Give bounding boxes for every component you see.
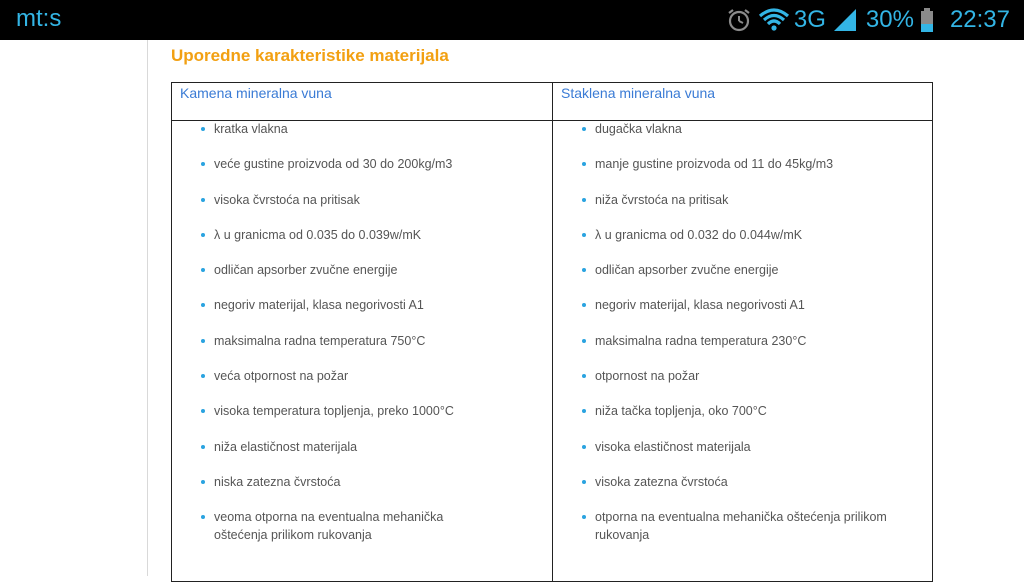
list-item: niža čvrstoća na pritisak	[582, 191, 922, 209]
list-item: λ u granicma od 0.032 do 0.044w/mK	[582, 226, 922, 244]
list-item: visoka čvrstoća na pritisak	[201, 191, 541, 209]
list-item: veća otpornost na požar	[201, 367, 541, 385]
column-divider	[552, 83, 553, 581]
left-column-list	[201, 120, 541, 562]
battery-percent: 30%	[865, 6, 914, 33]
right-column-header: Staklena mineralna vuna	[561, 85, 716, 101]
list-item: odličan apsorber zvučne energije	[201, 261, 541, 279]
alarm-icon	[726, 7, 752, 33]
list-item: otpornost na požar	[582, 367, 922, 385]
clock: 22:37	[949, 6, 1010, 33]
list-item: visoka temperatura topljenja, preko 1000°C	[201, 402, 541, 420]
list-item: negoriv materijal, klasa negorivosti A1	[201, 296, 541, 314]
list-item: niža elastičnost materijala	[201, 438, 541, 456]
status-icons	[726, 4, 1010, 36]
list-item: manje gustine proizvoda od 11 do 45kg/m3	[582, 155, 922, 173]
list-item: otporna na eventualna mehanička oštećenja prilikom rukovanja	[582, 508, 905, 544]
carrier-label: mt:s	[16, 5, 62, 32]
left-column-header: Kamena mineralna vuna	[180, 85, 332, 101]
page-title: Uporedne karakteristike materijala	[171, 46, 449, 65]
battery-icon	[920, 7, 934, 33]
wifi-icon	[758, 7, 790, 33]
signal-icon	[832, 7, 858, 33]
page-margin-rule	[147, 40, 148, 576]
list-item: veoma otporna na eventualna mehanička oštećenja prilikom rukovanja	[201, 508, 454, 544]
list-item: maksimalna radna temperatura 750°C	[201, 332, 541, 350]
list-item: kratka vlakna	[201, 120, 541, 138]
list-item: veće gustine proizvoda od 30 do 200kg/m3	[201, 155, 541, 173]
comparison-table	[171, 82, 933, 582]
list-item: maksimalna radna temperatura 230°C	[582, 332, 922, 350]
list-item: dugačka vlakna	[582, 120, 922, 138]
list-item: visoka elastičnost materijala	[582, 438, 922, 456]
page-content	[0, 40, 1024, 576]
list-item: λ u granicma od 0.035 do 0.039w/mK	[201, 226, 541, 244]
network-type: 3G	[793, 6, 826, 33]
right-column-list	[582, 120, 922, 562]
list-item: niža tačka topljenja, oko 700°C	[582, 402, 922, 420]
status-bar	[0, 0, 1024, 40]
list-item: visoka zatezna čvrstoća	[582, 473, 922, 491]
list-item: niska zatezna čvrstoća	[201, 473, 541, 491]
list-item: negoriv materijal, klasa negorivosti A1	[582, 296, 922, 314]
list-item: odličan apsorber zvučne energije	[582, 261, 922, 279]
